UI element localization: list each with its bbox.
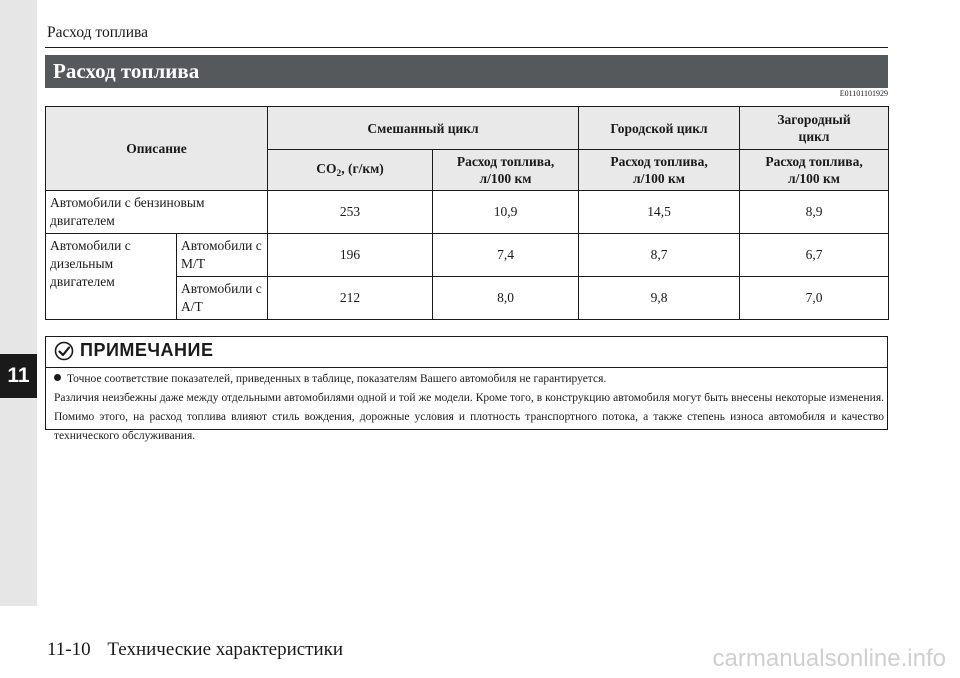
cell-urban: 9,8 [579,277,740,320]
note-box [45,336,888,442]
section-title: Расход топлива [53,59,200,83]
chapter-tab[interactable]: 11 [0,354,37,398]
header-consumption-combined: Расход топлива, л/100 км [433,150,579,191]
header-description: Описание [46,107,268,191]
header-combined: Смешанный цикл [268,107,579,150]
note-check-icon [54,341,74,361]
cell-co2: 212 [268,277,433,320]
header-urban: Городской цикл [579,107,740,150]
watermark: carmanualsonline.info [712,645,946,672]
header-rule [45,47,888,48]
note-bullet-item: Точное соответствие показателей, приведенных в таблице, показателям Вашего автомобиля не гарантируется. [54,370,884,389]
row-label: Автомобили с A/T [177,277,268,320]
note-title: ПРИМЕЧАНИЕ [80,340,214,360]
cell-extra-urban: 6,7 [740,234,889,277]
header-extra-urban: Загородный цикл [740,107,889,150]
side-band [0,0,37,606]
cell-co2: 196 [268,234,433,277]
row-label: Автомобили с бензиновым двигателем [46,191,268,234]
cell-extra-urban: 8,9 [740,191,889,234]
cell-extra-urban: 7,0 [740,277,889,320]
chapter-title: Технические характеристики [107,639,344,660]
running-head: Расход топлива [47,24,149,41]
note-text [54,370,884,446]
table-row [46,191,889,234]
note-rule [46,367,887,368]
fuel-consumption-table [45,106,889,320]
page-number: 11-10 [47,639,91,660]
page-footer [47,639,343,661]
row-group-label: Автомобили с дизельным двигателем [46,234,177,320]
row-label: Автомобили с M/T [177,234,268,277]
header-co2: $CO_2$, (г/км) [268,150,433,191]
cell-co2: 253 [268,191,433,234]
table-row [46,234,889,277]
note-paragraph: Различия неизбежны даже между отдельными автомобилями одной и той же модели. Кроме того, в конструкцию автомобиля могут быть внесены некоторые изменения. Помимо этого, на расход топлива влияют стиль вождения, дорожные условия и плотность транспортного потока, а также степень износа автомобиля и качество технического обслуживания. [54,392,884,442]
cell-combined: 7,4 [433,234,579,277]
cell-combined: 10,9 [433,191,579,234]
bullet-icon [54,374,61,381]
cell-urban: 14,5 [579,191,740,234]
cell-urban: 8,7 [579,234,740,277]
section-title-bar [45,55,888,88]
section-code: E01101101929 [839,89,888,98]
note-header [54,340,213,361]
header-consumption-urban: Расход топлива, л/100 км [579,150,740,191]
header-consumption-extra-urban: Расход топлива, л/100 км [740,150,889,191]
cell-combined: 8,0 [433,277,579,320]
